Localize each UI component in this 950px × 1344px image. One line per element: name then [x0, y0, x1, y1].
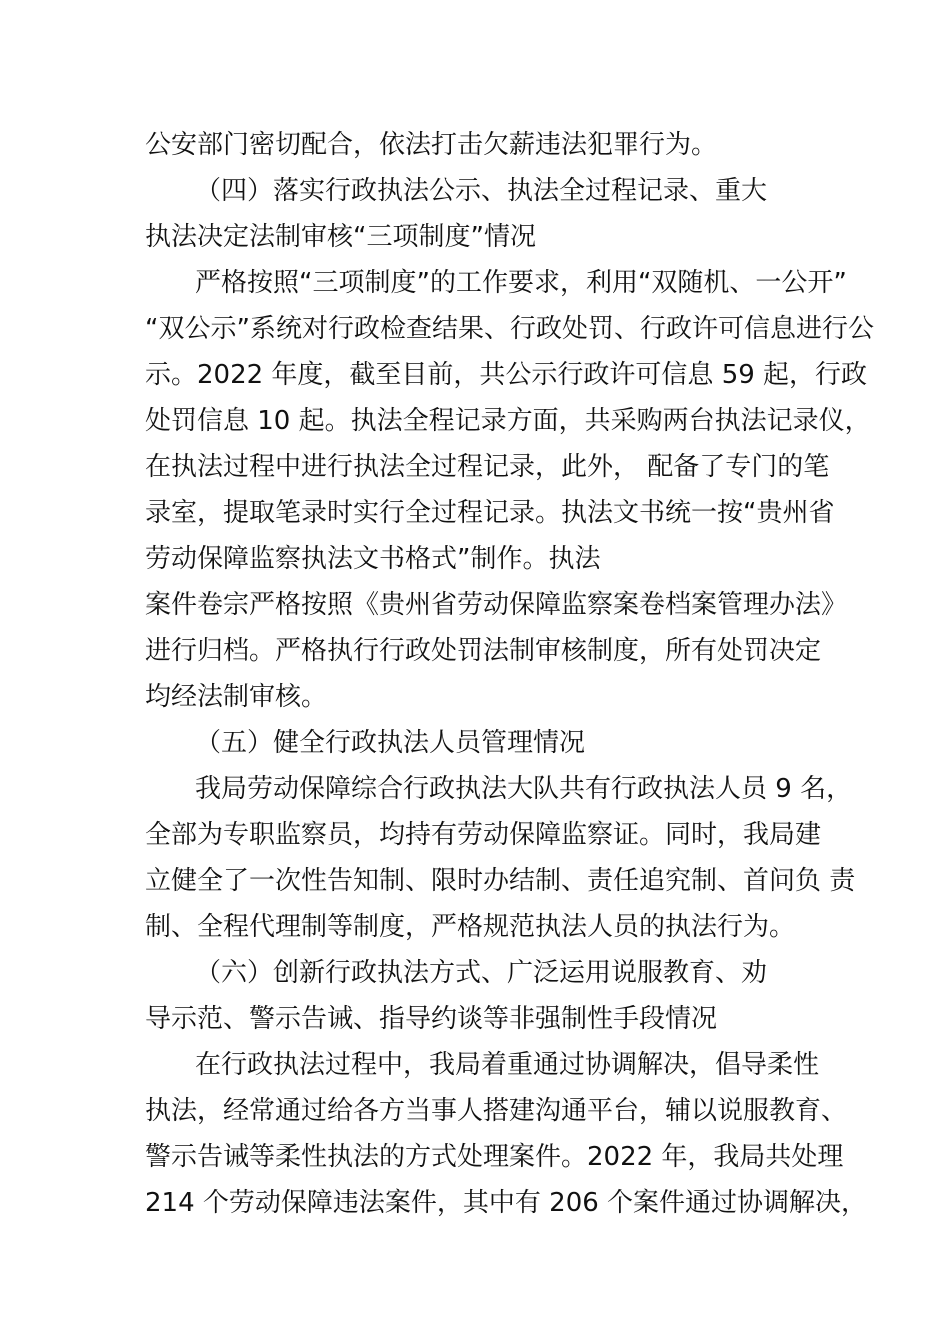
text-line: “双公示”系统对行政检查结果、行政处罚、行政许可信息进行公	[145, 314, 874, 344]
text-line: 我局劳动保障综合行政执法大队共有行政执法人员 9 名，	[195, 774, 853, 804]
text-line: 处罚信息 10 起。执法全程记录方面，共采购两台执法记录仪，	[145, 406, 871, 436]
section-heading-6-cont: 导示范、警示告诫、指导约谈等非强制性手段情况	[145, 1004, 718, 1034]
text-line: 公安部门密切配合，依法打击欠薪违法犯罪行为。	[145, 130, 718, 160]
text-line: 警示告诫等柔性执法的方式处理案件。2022 年，我局共处理	[145, 1142, 844, 1172]
section-heading-4: （四）落实行政执法公示、执法全过程记录、重大	[195, 176, 768, 206]
text-line: 案件卷宗严格按照《贵州省劳动保障监察案卷档案管理办法》	[145, 590, 848, 620]
text-line: 制、全程代理制等制度，严格规范执法人员的执法行为。	[145, 912, 796, 942]
text-line: 劳动保障监察执法文书格式”制作。执法	[145, 544, 601, 574]
text-line: 均经法制审核。	[145, 682, 328, 712]
text-line: 严格按照“三项制度”的工作要求，利用“双随机、一公开”	[195, 268, 847, 298]
section-heading-6: （六）创新行政执法方式、广泛运用说服教育、劝	[195, 958, 768, 988]
text-line: 在行政执法过程中，我局着重通过协调解决，倡导柔性	[195, 1050, 820, 1080]
text-line: 执法，经常通过给各方当事人搭建沟通平台，辅以说服教育、	[145, 1096, 848, 1126]
text-line: 214 个劳动保障违法案件，其中有 206 个案件通过协调解决，	[145, 1188, 868, 1218]
text-line: 示。2022 年度，截至目前，共公示行政许可信息 59 起，行政	[145, 360, 868, 390]
text-line: 全部为专职监察员，均持有劳动保障监察证。同时，我局建	[145, 820, 822, 850]
text-line: 在执法过程中进行执法全过程记录，此外， 配备了专门的笔	[145, 452, 830, 482]
section-heading-5: （五）健全行政执法人员管理情况	[195, 728, 586, 758]
section-heading-4-cont: 执法决定法制审核“三项制度”情况	[145, 222, 536, 252]
text-line: 立健全了一次性告知制、限时办结制、责任追究制、首问负 责	[145, 866, 856, 896]
text-line: 录室，提取笔录时实行全过程记录。执法文书统一按“贵州省	[145, 498, 835, 528]
text-line: 进行归档。严格执行行政处罚法制审核制度，所有处罚决定	[145, 636, 822, 666]
